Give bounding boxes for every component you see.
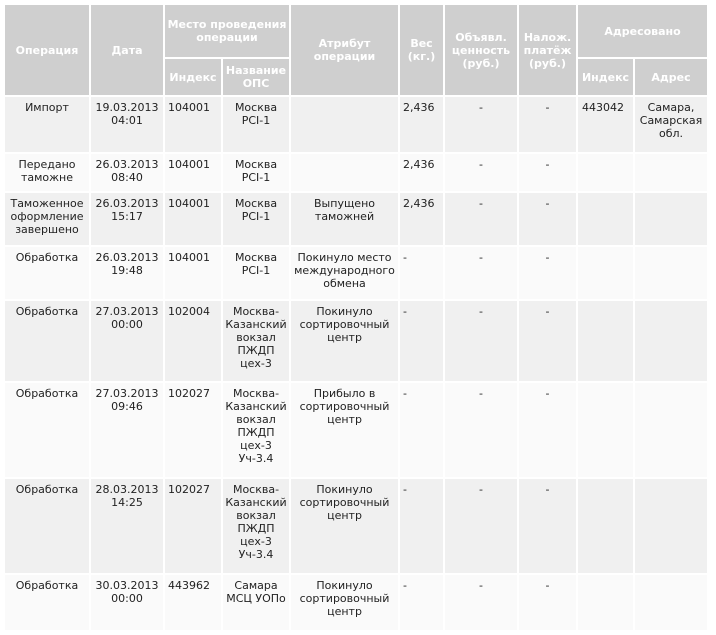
cell-index: 102027: [165, 479, 221, 573]
cell-declared-value: -: [445, 575, 517, 630]
cell-addr-address: [635, 154, 707, 191]
cell-index: 104001: [165, 193, 221, 245]
col-place-name-header: Название ОПС: [223, 59, 289, 95]
cell-cod: -: [519, 301, 576, 381]
cell-attribute: [291, 97, 398, 152]
cell-declared-value: -: [445, 247, 517, 299]
cell-date: 27.03.2013 09:46: [91, 383, 163, 477]
cell-weight: 2,436: [400, 193, 443, 245]
col-declared-value-header: Объявл. ценность (руб.): [445, 5, 517, 95]
table-row: [5, 479, 707, 573]
cell-index: 443962: [165, 575, 221, 630]
cell-attribute: Покинуло место международного обмена: [291, 247, 398, 299]
cell-attribute: Прибыло в сортировочный центр: [291, 383, 398, 477]
cell-cod: -: [519, 383, 576, 477]
cell-cod: -: [519, 479, 576, 573]
cell-cod: -: [519, 154, 576, 191]
cell-declared-value: -: [445, 383, 517, 477]
table-row: [5, 247, 707, 299]
col-cod-header: Налож. платёж (руб.): [519, 5, 576, 95]
cell-date: 26.03.2013 19:48: [91, 247, 163, 299]
col-date-header: Дата: [91, 5, 163, 95]
col-place-header: Место проведения операции: [165, 5, 289, 57]
cell-operation: Передано таможне: [5, 154, 89, 191]
cell-weight: -: [400, 301, 443, 381]
col-place-index-header: Индекс: [165, 59, 221, 95]
col-operation-header: Операция: [5, 5, 89, 95]
col-weight-header: Вес (кг.): [400, 5, 443, 95]
cell-weight: 2,436: [400, 154, 443, 191]
cell-cod: -: [519, 193, 576, 245]
table-row: [5, 301, 707, 381]
cell-operation: Обработка: [5, 479, 89, 573]
cell-declared-value: -: [445, 479, 517, 573]
cell-cod: -: [519, 575, 576, 630]
cell-addr-index: [578, 575, 633, 630]
cell-declared-value: -: [445, 154, 517, 191]
cell-index: 102027: [165, 383, 221, 477]
cell-declared-value: -: [445, 97, 517, 152]
cell-weight: 2,436: [400, 97, 443, 152]
cell-date: 27.03.2013 00:00: [91, 301, 163, 381]
cell-attribute: Покинуло сортировочный центр: [291, 479, 398, 573]
table-row: [5, 575, 707, 630]
col-attribute-header: Атрибут операции: [291, 5, 398, 95]
cell-index: 104001: [165, 97, 221, 152]
cell-ops-name: Москва-Казанский вокзал ПЖДП цех-3 Уч-3.4: [223, 383, 289, 477]
cell-cod: -: [519, 97, 576, 152]
cell-operation: Обработка: [5, 301, 89, 381]
cell-date: 19.03.2013 04:01: [91, 97, 163, 152]
table-row: [5, 154, 707, 191]
cell-date: 26.03.2013 15:17: [91, 193, 163, 245]
cell-addr-address: [635, 193, 707, 245]
table-row: [5, 383, 707, 477]
cell-weight: -: [400, 575, 443, 630]
table-row: [5, 97, 707, 152]
cell-addr-index: [578, 479, 633, 573]
cell-ops-name: Самара МСЦ УОПо: [223, 575, 289, 630]
cell-ops-name: Москва PCI-1: [223, 154, 289, 191]
cell-addr-address: [635, 383, 707, 477]
cell-ops-name: Москва PCI-1: [223, 247, 289, 299]
cell-addr-index: [578, 247, 633, 299]
cell-ops-name: Москва PCI-1: [223, 97, 289, 152]
cell-attribute: [291, 154, 398, 191]
cell-weight: -: [400, 479, 443, 573]
cell-declared-value: -: [445, 193, 517, 245]
cell-attribute: Покинуло сортировочный центр: [291, 301, 398, 381]
cell-addr-index: 443042: [578, 97, 633, 152]
col-addressed-header: Адресовано: [578, 5, 707, 57]
col-addr-address-header: Адрес: [635, 59, 707, 95]
cell-addr-index: [578, 154, 633, 191]
cell-addr-address: [635, 247, 707, 299]
tracking-table: [3, 3, 709, 632]
cell-addr-address: [635, 301, 707, 381]
cell-date: 26.03.2013 08:40: [91, 154, 163, 191]
cell-addr-address: [635, 575, 707, 630]
cell-ops-name: Москва-Казанский вокзал ПЖДП цех-3 Уч-3.4: [223, 479, 289, 573]
cell-cod: -: [519, 247, 576, 299]
cell-operation: Импорт: [5, 97, 89, 152]
cell-operation: Обработка: [5, 247, 89, 299]
cell-ops-name: Москва-Казанский вокзал ПЖДП цех-3: [223, 301, 289, 381]
cell-addr-address: [635, 479, 707, 573]
cell-operation: Таможенное оформление завершено: [5, 193, 89, 245]
cell-operation: Обработка: [5, 575, 89, 630]
cell-attribute: Выпущено таможней: [291, 193, 398, 245]
cell-ops-name: Москва PCI-1: [223, 193, 289, 245]
cell-index: 102004: [165, 301, 221, 381]
cell-addr-address: Самара, Самарская обл.: [635, 97, 707, 152]
table-row: [5, 193, 707, 245]
table-body: [5, 97, 707, 630]
cell-attribute: Покинуло сортировочный центр: [291, 575, 398, 630]
table-header: [5, 5, 707, 95]
col-addr-index-header: Индекс: [578, 59, 633, 95]
cell-addr-index: [578, 383, 633, 477]
cell-date: 28.03.2013 14:25: [91, 479, 163, 573]
cell-weight: -: [400, 383, 443, 477]
cell-date: 30.03.2013 00:00: [91, 575, 163, 630]
cell-addr-index: [578, 301, 633, 381]
cell-declared-value: -: [445, 301, 517, 381]
cell-index: 104001: [165, 247, 221, 299]
cell-addr-index: [578, 193, 633, 245]
cell-operation: Обработка: [5, 383, 89, 477]
cell-weight: -: [400, 247, 443, 299]
cell-index: 104001: [165, 154, 221, 191]
